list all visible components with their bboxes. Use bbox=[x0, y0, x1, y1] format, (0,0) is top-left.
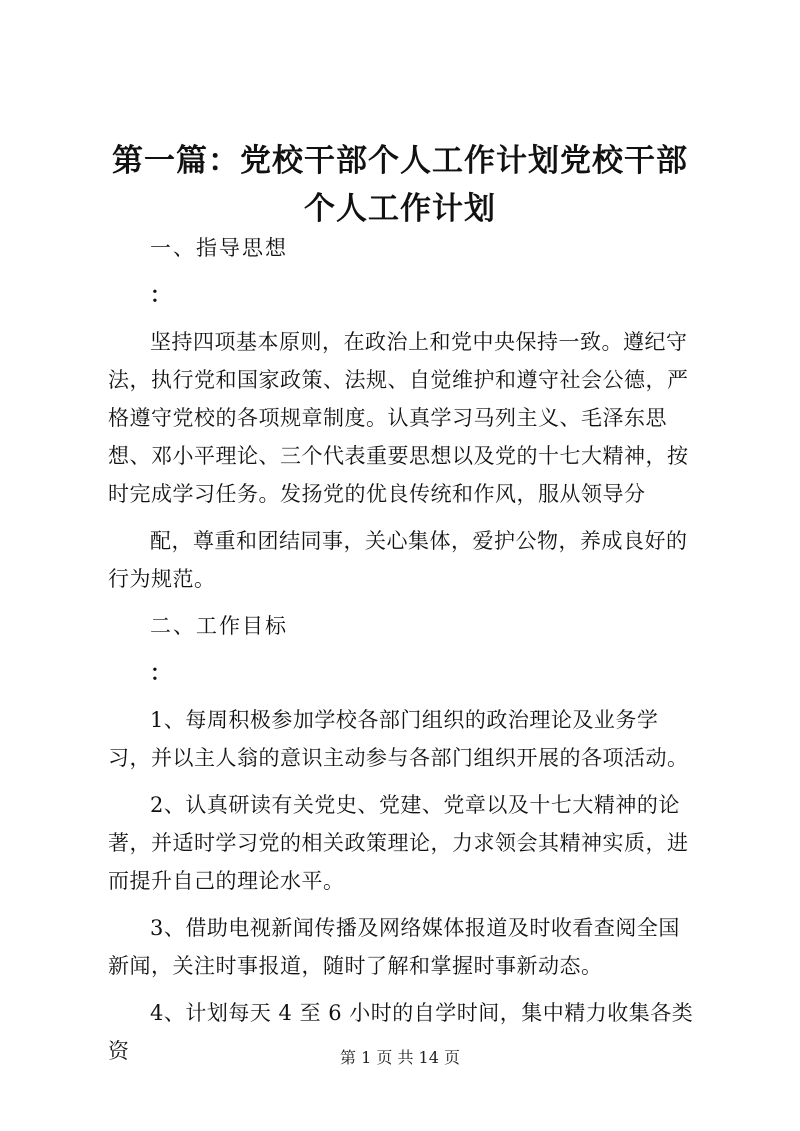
section-heading: 一、指导思想 bbox=[150, 236, 288, 260]
paragraph: 配，尊重和团结同事，关心集体，爱护公物，养成良好的行为规范。 bbox=[108, 529, 688, 591]
paragraph: 坚持四项基本原则，在政治上和党中央保持一致。遵纪守法，执行党和国家政策、法规、自觉维护和遵守社会公德，严格遵守党校的各项规章制度。认真学习马列主义、毛泽东思想、邓小平理论、三个代表重要思想以及党的十七大精神，按时完成学习任务。发扬党的优良传统和作风，服从领导分 bbox=[108, 330, 689, 506]
section-heading: 二、工作目标 bbox=[150, 614, 288, 638]
section-colon: ： bbox=[150, 282, 171, 307]
paragraph: 4、计划每天 4 至 6 小时的自学时间，集中精力收集各类资 bbox=[108, 1001, 694, 1063]
section-colon: ： bbox=[150, 660, 171, 685]
document-title: 第一篇：党校干部个人工作计划党校干部个人工作计划 bbox=[112, 143, 688, 227]
paragraph: 3、借助电视新闻传播及网络媒体报道及时收看查阅全国新闻，关注时事报道，随时了解和掌握时事新动态。 bbox=[108, 916, 680, 978]
paragraph: 2、认真研读有关党史、党建、党章以及十七大精神的论著，并适时学习党的相关政策理论，力求领会其精神实质，进而提升自己的理论水平。 bbox=[108, 793, 689, 893]
page-number-footer: 第 1 页 共 14 页 bbox=[340, 1048, 460, 1067]
paragraph: 1、每周积极参加学校各部门组织的政治理论及业务学习，并以主人翁的意识主动参与各部门组织开展的各项活动。 bbox=[108, 708, 689, 770]
document-body bbox=[108, 229, 700, 1079]
